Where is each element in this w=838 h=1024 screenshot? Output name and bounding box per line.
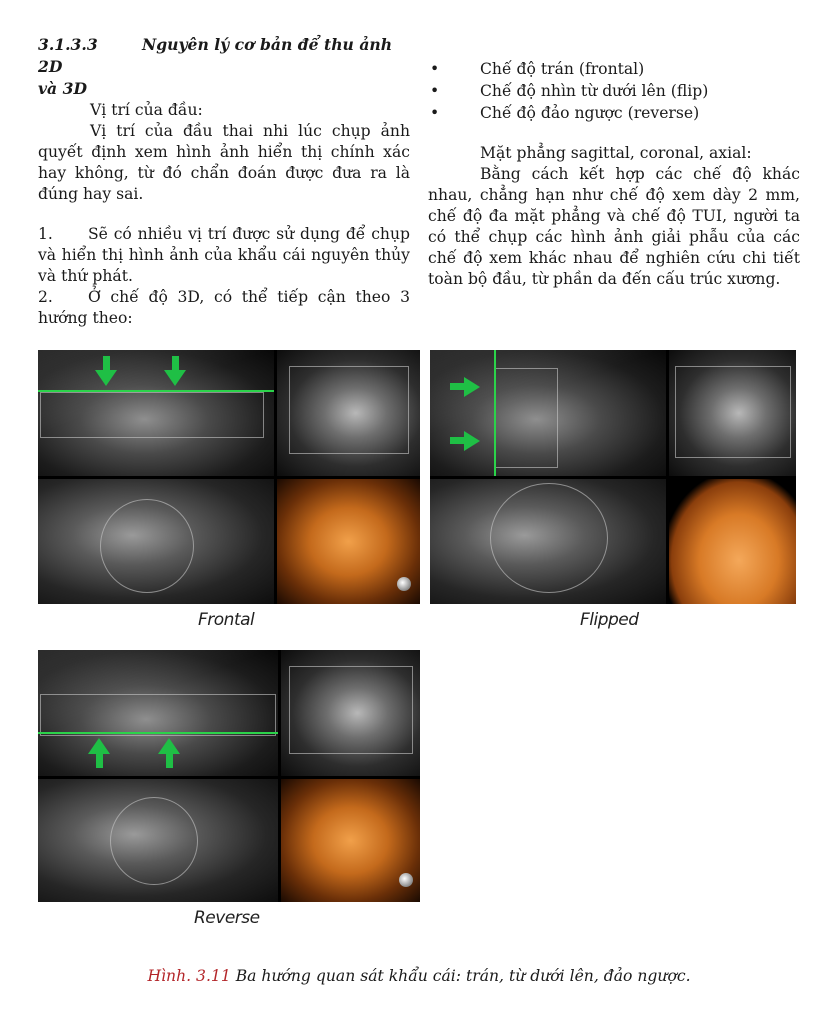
- panel-label-reverse: Reverse: [194, 908, 260, 928]
- section-title-line1: Nguyên lý cơ bản để thu ảnh 2D: [38, 35, 393, 76]
- panel-label-frontal: Frontal: [198, 610, 255, 630]
- panel-label-flipped: Flipped: [580, 610, 639, 630]
- render-3d-view: [281, 779, 420, 902]
- ultrasound-panel-flipped: [430, 350, 796, 604]
- mode-bullet-list: [428, 58, 800, 124]
- sagittal-view: [430, 350, 666, 476]
- sagittal-view: [38, 350, 274, 476]
- coronal-view: [277, 350, 420, 476]
- arrow-icon: [164, 370, 186, 386]
- right-column: [428, 58, 800, 290]
- figure-caption: [0, 967, 838, 985]
- arrow-icon: [464, 377, 480, 397]
- axial-view: [38, 779, 278, 902]
- ultrasound-panel-frontal: [38, 350, 420, 604]
- left-column: [38, 34, 410, 329]
- figure-number: Hình. 3.11: [147, 967, 231, 985]
- paragraph-planes-detail: Bằng cách kết hợp các chế độ khác nhau, chẳng hạn như chế độ xem dày 2 mm, chế độ đa mặt phẳng và chế độ TUI, người ta có thể chụp các hình ảnh giải phẫu của các chế độ xem khác nhau để nghiên cứu chi tiết toàn bộ đầu, từ phần da đến cấu trúc xương.: [428, 165, 800, 288]
- coronal-view: [669, 350, 796, 476]
- list-item-2: 2. Ở chế độ 3D, có thể tiếp cận theo 3 hướng theo:: [38, 288, 410, 327]
- paragraph-head-position: Vị trí của đầu:: [90, 101, 203, 119]
- render-3d-view: [669, 479, 796, 604]
- ultrasound-panel-reverse: [38, 650, 420, 902]
- coronal-view: [281, 650, 420, 776]
- section-title-line2: và 3D: [38, 79, 87, 98]
- bullet-item: • Chế độ đảo ngược (reverse): [430, 104, 700, 122]
- paragraph-head-position-detail: Vị trí của đầu thai nhi lúc chụp ảnh quyết định xem hình ảnh hiển thị chính xác hay không, từ đó chẩn đoán được đưa ra là đúng hay sai.: [38, 122, 410, 203]
- arrow-icon: [464, 431, 480, 451]
- figure-caption-text: Ba hướng quan sát khẩu cái: trán, từ dưới lên, đảo ngược.: [230, 967, 691, 985]
- arrow-icon: [88, 738, 110, 754]
- section-heading: [38, 34, 410, 100]
- list-item-1: 1. Sẽ có nhiều vị trí được sử dụng để chụp và hiển thị hình ảnh của khẩu cái nguyên thủy và thứ phát.: [38, 225, 410, 285]
- bullet-item: • Chế độ nhìn từ dưới lên (flip): [430, 82, 709, 100]
- arrow-icon: [95, 370, 117, 386]
- render-3d-view: [277, 479, 420, 604]
- bullet-item: • Chế độ trán (frontal): [430, 60, 645, 78]
- paragraph-planes: Mặt phẳng sagittal, coronal, axial:: [480, 144, 752, 162]
- section-number: 3.1.3.3: [38, 35, 98, 54]
- axial-view: [430, 479, 666, 604]
- axial-view: [38, 479, 274, 604]
- sagittal-view: [38, 650, 278, 776]
- arrow-icon: [158, 738, 180, 754]
